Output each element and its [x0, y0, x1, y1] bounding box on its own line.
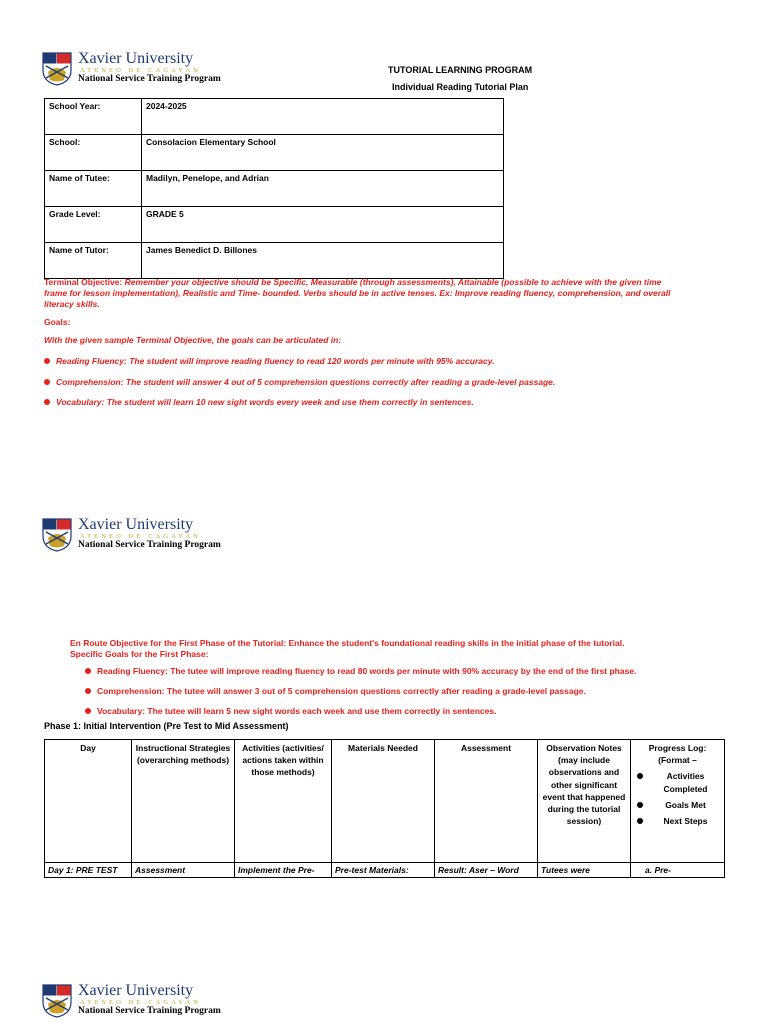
info-label: Name of Tutor: — [45, 243, 142, 279]
program-name: National Service Training Program — [78, 540, 221, 550]
bullet-icon — [44, 358, 50, 364]
university-crest-icon — [42, 984, 72, 1018]
phase-title: Phase 1: Initial Intervention (Pre Test to Mid Assessment) — [44, 721, 289, 731]
column-header: Assessment — [435, 740, 538, 863]
column-header: Observation Notes (may include observations and other significant event that happened during the tutorial session) — [538, 740, 631, 863]
goal-item — [44, 397, 474, 407]
table-cell: Pre-test Materials: — [332, 863, 435, 878]
table-cell: Result: Aser – Word — [435, 863, 538, 878]
enroute-goals-label: Specific Goals for the First Phase: — [70, 649, 209, 659]
university-name: Xavier University — [78, 982, 194, 999]
bullet-icon — [85, 688, 91, 694]
document-subtitle: Individual Reading Tutorial Plan — [392, 82, 529, 92]
column-header: Activities (activities/ actions taken within those methods) — [235, 740, 332, 863]
goal-item — [44, 356, 495, 366]
progress-log-item: Goals Met — [634, 799, 721, 811]
progress-log-item: Activities Completed — [634, 770, 721, 794]
info-value: Consolacion Elementary School — [142, 135, 504, 171]
column-header: Instructional Strategies (overarching methods) — [132, 740, 235, 863]
enroute-goal-item — [85, 706, 496, 716]
enroute-goal-item — [85, 686, 586, 696]
column-header-progress-log — [631, 740, 725, 863]
table-cell: Implement the Pre- — [235, 863, 332, 878]
info-value: James Benedict D. Billones — [142, 243, 504, 279]
table-row — [45, 135, 504, 171]
goal-text: Comprehension: The tutee will answer 3 out of 5 comprehension questions correctly after reading a grade-level passage. — [97, 686, 586, 696]
enroute-objective: En Route Objective for the First Phase of the Tutorial: Enhance the student's foundational reading skills in the initial phase of the tutorial. — [70, 638, 625, 648]
info-value: Madilyn, Penelope, and Adrian — [142, 171, 504, 207]
info-value: 2024-2025 — [142, 99, 504, 135]
goal-text: Comprehension: The student will answer 4 out of 5 comprehension questions correctly after reading a grade-level passage. — [56, 377, 556, 387]
terminal-objective-line-3: literacy skills. — [44, 299, 100, 309]
goal-text: Reading Fluency: The student will improve reading fluency to read 120 words per minute with 95% accuracy. — [56, 356, 495, 366]
terminal-objective-line-1 — [44, 277, 661, 287]
goal-item — [44, 377, 555, 387]
bullet-icon — [44, 399, 50, 405]
table-row — [45, 99, 504, 135]
page-header-3 — [42, 984, 342, 1024]
goal-text: Vocabulary: The tutee will learn 5 new sight words each week and use them correctly in sentences. — [97, 706, 497, 716]
bullet-icon — [85, 668, 91, 674]
university-name: Xavier University — [78, 50, 194, 67]
university-subtitle: ATENEO DE CAGAYAN — [80, 999, 202, 1006]
info-label: Grade Level: — [45, 207, 142, 243]
university-crest-icon — [42, 518, 72, 552]
goal-text: Reading Fluency: The tutee will improve reading fluency to read 80 words per minute with 90% accuracy by the end of the first phase. — [97, 666, 637, 676]
terminal-objective-text: Remember your objective should be Specific, Measurable (through assessments), Attainable (possible to achieve with the given time — [124, 277, 662, 287]
progress-log-title: Progress Log: (Format – — [648, 743, 707, 766]
column-header: Day — [45, 740, 132, 863]
table-row — [45, 207, 504, 243]
table-cell: a. Pre- — [631, 863, 725, 878]
terminal-objective-label: Terminal Objective: — [44, 277, 123, 287]
table-cell: Tutees were — [538, 863, 631, 878]
info-label: Name of Tutee: — [45, 171, 142, 207]
student-info-table — [44, 98, 504, 279]
table-header-row — [45, 740, 725, 863]
university-crest-icon — [42, 52, 72, 86]
page-header-2 — [42, 518, 342, 558]
table-row — [45, 863, 725, 878]
terminal-objective-line-2: frame for lesson implementation), Realistic and Time- bounded. Verbs should be in active tenses. Ex: Improve reading fluency, comprehension, and overall — [44, 288, 671, 298]
university-subtitle: ATENEO DE CAGAYAN — [80, 533, 202, 540]
document-title: TUTORIAL LEARNING PROGRAM — [388, 65, 533, 75]
table-cell: Day 1: PRE TEST — [45, 863, 132, 878]
table-row — [45, 243, 504, 279]
page-header-1 — [42, 52, 342, 92]
program-name: National Service Training Program — [78, 1006, 221, 1016]
university-subtitle: ATENEO DE CAGAYAN — [80, 67, 202, 74]
goals-label: Goals: — [44, 317, 71, 327]
table-row — [45, 171, 504, 207]
info-label: School Year: — [45, 99, 142, 135]
table-cell: Assessment — [132, 863, 235, 878]
goal-text: Vocabulary: The student will learn 10 new sight words every week and use them correctly in sentences. — [56, 397, 474, 407]
goals-intro: With the given sample Terminal Objective, the goals can be articulated in: — [44, 335, 342, 345]
progress-log-item: Next Steps — [634, 815, 721, 827]
bullet-icon — [44, 379, 50, 385]
enroute-goal-item — [85, 666, 636, 676]
info-value: GRADE 5 — [142, 207, 504, 243]
info-label: School: — [45, 135, 142, 171]
university-name: Xavier University — [78, 516, 194, 533]
column-header: Materials Needed — [332, 740, 435, 863]
phase-table — [44, 739, 725, 878]
bullet-icon — [85, 708, 91, 714]
program-name: National Service Training Program — [78, 74, 221, 84]
